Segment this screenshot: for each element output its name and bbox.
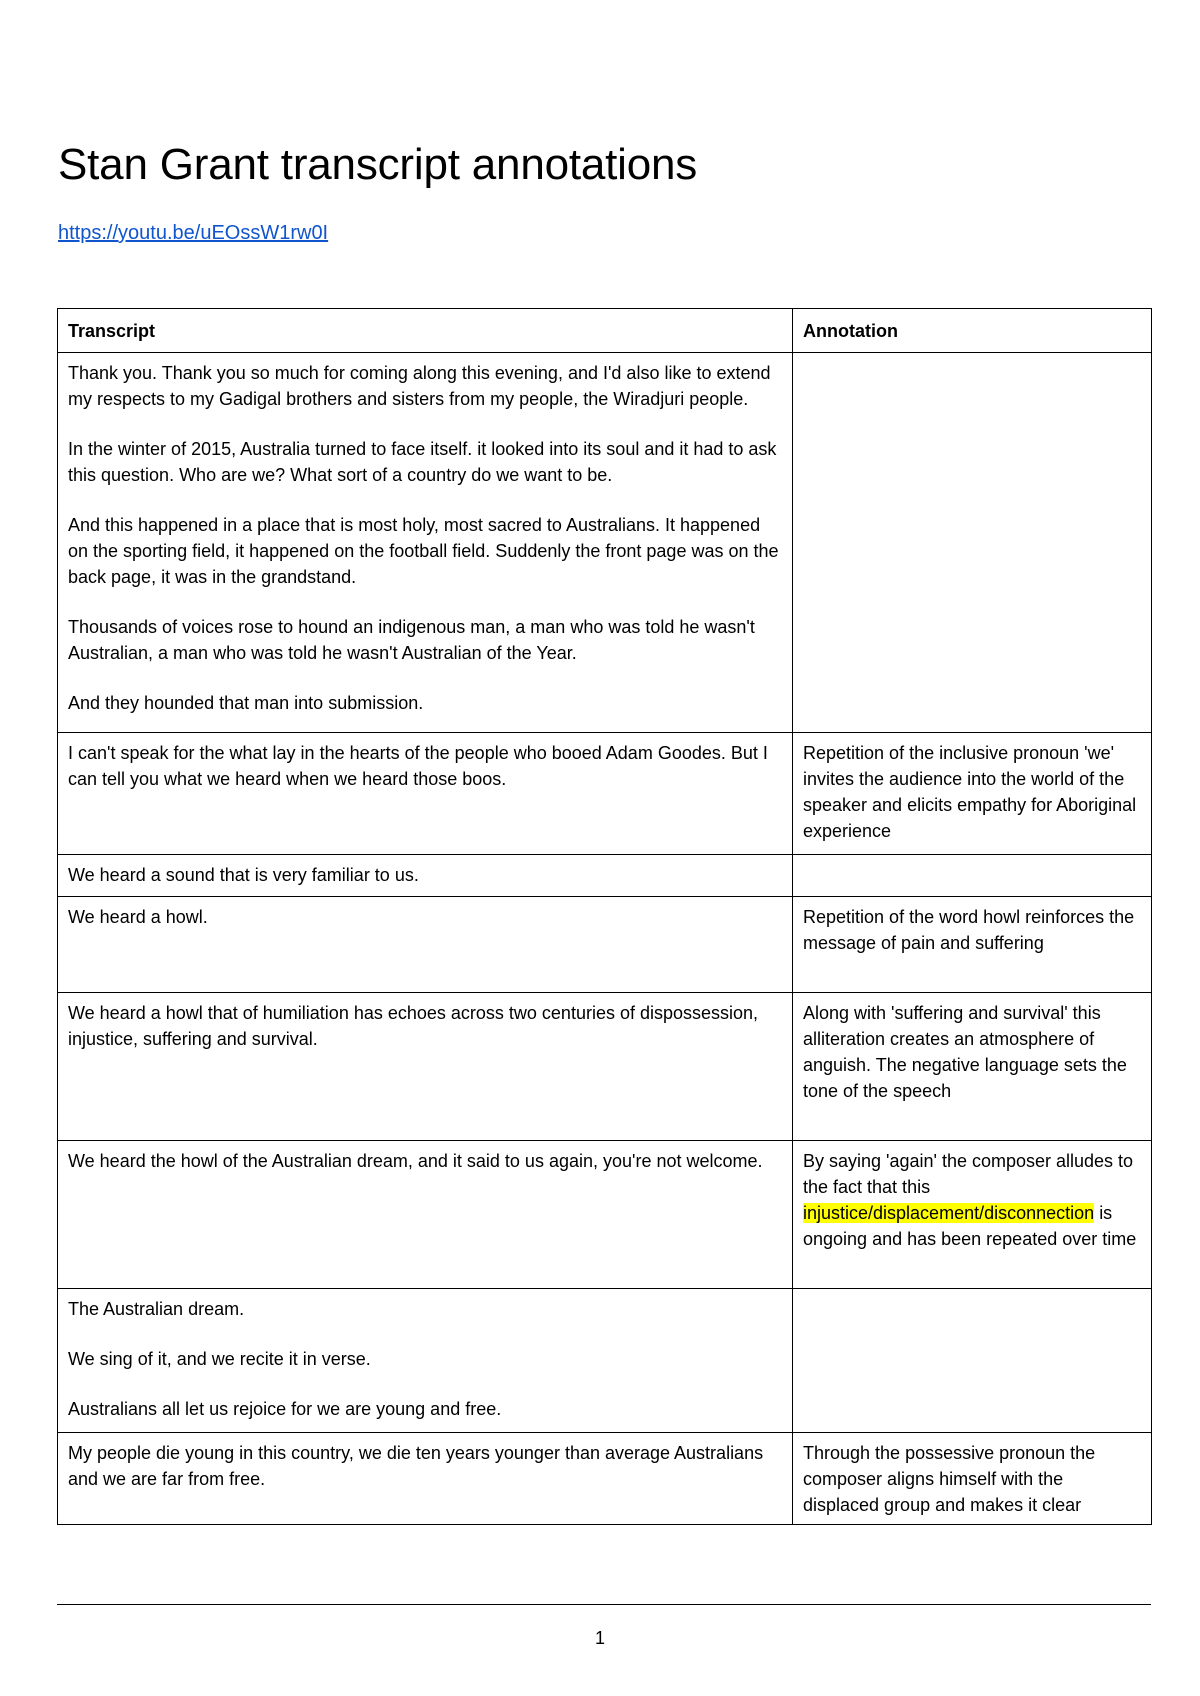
annotation-text: is ongoing and has been repeated over time xyxy=(803,1203,1137,1249)
annotation-text: By saying 'again' the composer alludes to the fact that this xyxy=(803,1151,1134,1197)
annotation-cell: Repetition of the word howl reinforces the message of pain and suffering xyxy=(793,897,1152,993)
transcript-paragraph: We heard a howl. xyxy=(68,907,208,927)
column-header-transcript: Transcript xyxy=(58,309,793,353)
transcript-cell xyxy=(58,353,793,733)
column-header-annotation: Annotation xyxy=(793,309,1152,353)
annotation-table xyxy=(57,308,1152,1525)
transcript-cell xyxy=(58,733,793,855)
transcript-paragraph: We heard the howl of the Australian dream, and it said to us again, you're not welcome. xyxy=(68,1151,763,1171)
transcript-paragraph: And this happened in a place that is most holy, most sacred to Australians. It happened on the sporting field, it happened on the football field. Suddenly the front page was on the back page, it was in the grandstand. xyxy=(68,515,779,587)
page-title: Stan Grant transcript annotations xyxy=(58,140,698,189)
transcript-cell xyxy=(58,1289,793,1433)
highlighted-text: injustice/displacement/disconnection xyxy=(803,1203,1095,1223)
annotation-cell xyxy=(793,1289,1152,1433)
table-row xyxy=(58,1141,1152,1289)
annotation-cell: Along with 'suffering and survival' this alliteration creates an atmosphere of anguish. The negative language sets the tone of the speech xyxy=(793,993,1152,1141)
transcript-paragraph: The Australian dream. xyxy=(68,1299,245,1319)
table-row xyxy=(58,855,1152,897)
table-row xyxy=(58,733,1152,855)
table-row xyxy=(58,353,1152,733)
footer-divider xyxy=(57,1604,1151,1605)
transcript-paragraph: We heard a howl that of humiliation has echoes across two centuries of dispossession, injustice, suffering and survival. xyxy=(68,1003,759,1049)
table-row xyxy=(58,897,1152,993)
annotation-cell: Through the possessive pronoun the composer aligns himself with the displaced group and makes it clear xyxy=(793,1433,1152,1525)
table-row xyxy=(58,1433,1152,1525)
transcript-paragraph: Thousands of voices rose to hound an indigenous man, a man who was told he wasn't Australian, a man who was told he wasn't Australian of the Year. xyxy=(68,617,755,663)
transcript-paragraph: My people die young in this country, we die ten years younger than average Australians and we are far from free. xyxy=(68,1443,764,1489)
transcript-cell xyxy=(58,855,793,897)
table-row xyxy=(58,993,1152,1141)
table-row xyxy=(58,1289,1152,1433)
annotation-cell xyxy=(793,353,1152,733)
page-number: 1 xyxy=(594,1628,605,1648)
transcript-paragraph: Australians all let us rejoice for we are young and free. xyxy=(68,1399,502,1419)
transcript-paragraph: Thank you. Thank you so much for coming along this evening, and I'd also like to extend my respects to my Gadigal brothers and sisters from my people, the Wiradjuri people. xyxy=(68,363,771,409)
transcript-paragraph: I can't speak for the what lay in the hearts of the people who booed Adam Goodes. But I can tell you what we heard when we heard those boos. xyxy=(68,743,768,789)
table-header-row xyxy=(58,309,1152,353)
transcript-cell xyxy=(58,897,793,993)
transcript-cell xyxy=(58,1141,793,1289)
annotation-cell xyxy=(793,855,1152,897)
transcript-cell xyxy=(58,993,793,1141)
annotation-cell xyxy=(793,1141,1152,1289)
video-link[interactable]: https://youtu.be/uEOssW1rw0I xyxy=(58,222,329,244)
annotation-cell: Repetition of the inclusive pronoun 'we' invites the audience into the world of the speaker and elicits empathy for Aboriginal experience xyxy=(793,733,1152,855)
transcript-paragraph: In the winter of 2015, Australia turned to face itself. it looked into its soul and it had to ask this question. Who are we? What sort of a country do we want to be. xyxy=(68,439,777,485)
transcript-paragraph: And they hounded that man into submission. xyxy=(68,693,424,713)
transcript-paragraph: We heard a sound that is very familiar to us. xyxy=(68,865,419,885)
transcript-cell xyxy=(58,1433,793,1525)
transcript-paragraph: We sing of it, and we recite it in verse. xyxy=(68,1349,371,1369)
